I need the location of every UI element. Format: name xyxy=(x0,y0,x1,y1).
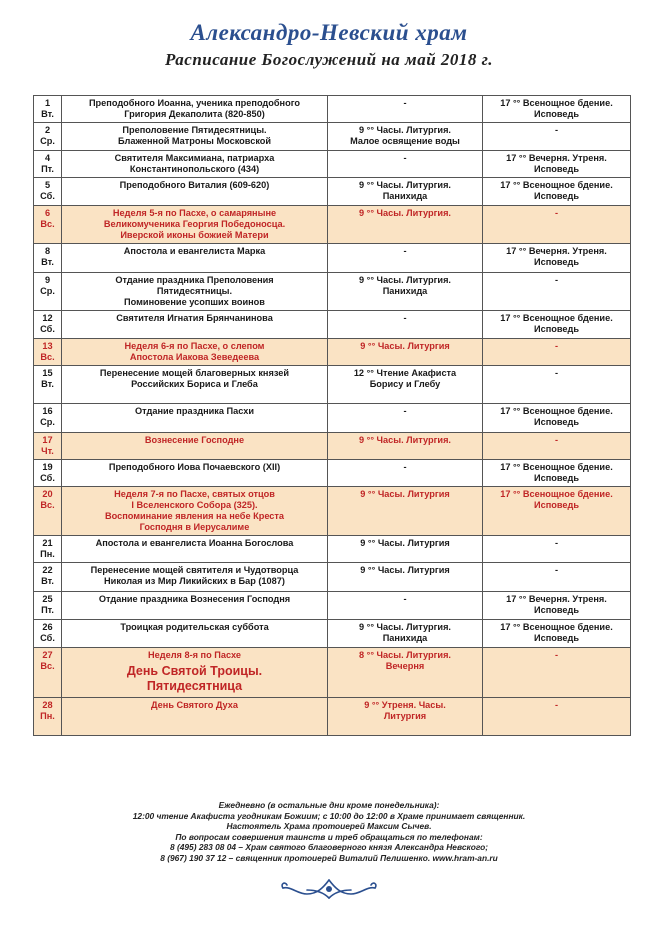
feast-line: Преполовение Пятидесятницы. xyxy=(122,125,267,135)
feast-line: Российских Бориса и Глеба xyxy=(131,379,258,389)
morning-service-cell xyxy=(328,96,483,123)
table-row xyxy=(34,123,631,151)
morning-service-line: 9 °° Утреня. Часы. xyxy=(364,700,446,710)
evening-service-cell xyxy=(483,151,631,178)
morning-service-line: 9 °° Часы. Литургия xyxy=(360,565,450,575)
feast-line: Поминовение усопших воинов xyxy=(124,297,265,307)
morning-service-line: 12 °° Чтение Акафиста xyxy=(353,368,457,378)
day-number: 21 xyxy=(42,538,53,548)
morning-service-cell xyxy=(328,698,483,736)
day-number: 9 xyxy=(44,275,51,285)
evening-service-cell xyxy=(483,698,631,736)
evening-service-line: 17 °° Всенощное бдение. xyxy=(500,489,613,499)
day-number: 17 xyxy=(42,435,53,445)
date-cell xyxy=(34,244,62,273)
footer-info xyxy=(0,800,658,864)
evening-service-line: - xyxy=(554,538,559,548)
weekday: Сб. xyxy=(40,191,55,201)
feast-line: Неделя 6-я по Пасхе, о слепом xyxy=(124,341,265,351)
feast-line: Троицкая родительская суббота xyxy=(120,622,269,632)
weekday: Ср. xyxy=(40,136,55,146)
morning-service-line: Малое освящение воды xyxy=(350,136,460,146)
evening-service-cell xyxy=(483,460,631,487)
feast-cell xyxy=(62,123,328,151)
feast-cell xyxy=(62,620,328,648)
morning-service-line: Литургия xyxy=(383,711,427,721)
morning-service-cell xyxy=(328,620,483,648)
evening-service-line: 17 °° Вечерня. Утреня. xyxy=(506,246,607,256)
weekday: Вт. xyxy=(41,257,54,267)
day-number: 22 xyxy=(42,565,53,575)
date-cell xyxy=(34,648,62,698)
morning-service-cell xyxy=(328,366,483,404)
morning-service-line: - xyxy=(403,98,407,108)
evening-service-cell xyxy=(483,648,631,698)
weekday: Ср. xyxy=(40,286,55,296)
table-row xyxy=(34,339,631,366)
feast-line: Отдание праздника Вознесения Господня xyxy=(98,594,291,604)
weekday: Вс. xyxy=(40,219,55,229)
morning-service-cell xyxy=(328,151,483,178)
weekday: Вс. xyxy=(40,661,55,671)
morning-service-line: Вечерня xyxy=(385,661,425,671)
date-cell xyxy=(34,206,62,244)
feast-line: Воспоминание явления на небе Креста xyxy=(104,511,285,521)
feast-line: Неделя 7-я по Пасхе, святых отцов xyxy=(114,489,275,499)
morning-service-line: - xyxy=(403,246,407,256)
feast-cell xyxy=(62,244,328,273)
morning-service-line: - xyxy=(403,153,407,163)
day-number: 28 xyxy=(42,700,53,710)
schedule-table xyxy=(33,95,631,736)
morning-service-line: Панихида xyxy=(382,633,428,643)
table-row xyxy=(34,366,631,404)
feast-cell xyxy=(62,404,328,433)
evening-service-cell xyxy=(483,487,631,536)
weekday: Пт. xyxy=(41,164,54,174)
date-cell xyxy=(34,460,62,487)
day-number: 5 xyxy=(44,180,51,190)
table-row xyxy=(34,563,631,592)
weekday: Пн. xyxy=(40,711,55,721)
weekday: Пн. xyxy=(40,549,55,559)
evening-service-line: - xyxy=(554,368,559,378)
footer-line: Ежедневно (в остальные дни кроме понедельника): xyxy=(218,800,440,810)
feast-cell xyxy=(62,178,328,206)
morning-service-cell xyxy=(328,178,483,206)
evening-service-cell xyxy=(483,206,631,244)
day-number: 6 xyxy=(44,208,51,218)
date-cell xyxy=(34,151,62,178)
evening-service-line: 17 °° Вечерня. Утреня. xyxy=(506,594,607,604)
weekday: Вт. xyxy=(41,576,54,586)
feast-cell xyxy=(62,536,328,563)
morning-service-cell xyxy=(328,404,483,433)
feast-line: Перенесение мощей святителя и Чудотворца xyxy=(90,565,299,575)
day-number: 4 xyxy=(44,153,51,163)
morning-service-cell xyxy=(328,244,483,273)
feast-line: Господня в Иерусалиме xyxy=(139,522,250,532)
feast-cell xyxy=(62,460,328,487)
feast-highlight-line: Пятидесятница xyxy=(146,679,243,693)
morning-service-line: - xyxy=(403,462,407,472)
table-row xyxy=(34,592,631,620)
feast-cell xyxy=(62,273,328,311)
evening-service-cell xyxy=(483,366,631,404)
feast-line: Вознесение Господне xyxy=(144,435,245,445)
weekday: Сб. xyxy=(40,633,55,643)
feast-line: Неделя 8-я по Пасхе xyxy=(148,650,241,660)
weekday: Вт. xyxy=(41,109,54,119)
day-number: 20 xyxy=(42,489,53,499)
morning-service-line: Борису и Глебу xyxy=(369,379,441,389)
evening-service-line: Исповедь xyxy=(534,500,579,510)
feast-line: Григория Декаполита (820-850) xyxy=(124,109,265,119)
feast-line: Блаженной Матроны Московской xyxy=(117,136,272,146)
morning-service-line: 9 °° Часы. Литургия xyxy=(360,341,450,351)
table-row xyxy=(34,244,631,273)
table-row xyxy=(34,206,631,244)
date-cell xyxy=(34,404,62,433)
table-row xyxy=(34,698,631,736)
ornament-icon xyxy=(277,876,381,902)
morning-service-line: - xyxy=(403,313,407,323)
evening-service-cell xyxy=(483,592,631,620)
feast-line: Апостола Иакова Зеведеева xyxy=(129,352,260,362)
date-cell xyxy=(34,178,62,206)
feast-line: Преподобного Виталия (609-620) xyxy=(119,180,270,190)
evening-service-line: - xyxy=(554,208,559,218)
table-row xyxy=(34,536,631,563)
feast-line: День Святого Духа xyxy=(151,700,238,710)
evening-service-line: - xyxy=(554,435,559,445)
morning-service-line: 9 °° Часы. Литургия. xyxy=(358,125,451,135)
morning-service-line: 9 °° Часы. Литургия. xyxy=(358,435,451,445)
evening-service-line: 17 °° Всенощное бдение. xyxy=(500,98,613,108)
feast-line: Николая из Мир Ликийских в Бар (1087) xyxy=(104,576,285,586)
table-row xyxy=(34,96,631,123)
evening-service-cell xyxy=(483,244,631,273)
table-row xyxy=(34,151,631,178)
page-title: Александро-Невский храм xyxy=(190,20,468,45)
feast-line: Преподобного Иова Почаевского (XII) xyxy=(108,462,281,472)
day-number: 25 xyxy=(42,594,53,604)
evening-service-cell xyxy=(483,178,631,206)
table-row xyxy=(34,487,631,536)
feast-line: Перенесение мощей благоверных князей xyxy=(99,368,290,378)
day-number: 15 xyxy=(42,368,53,378)
date-cell xyxy=(34,366,62,404)
weekday: Вс. xyxy=(40,352,55,362)
feast-highlight-line: День Святой Троицы. xyxy=(126,664,263,678)
morning-service-line: 9 °° Часы. Литургия xyxy=(360,489,450,499)
day-number: 1 xyxy=(44,98,51,108)
evening-service-cell xyxy=(483,563,631,592)
date-cell xyxy=(34,96,62,123)
table-row xyxy=(34,404,631,433)
morning-service-cell xyxy=(328,123,483,151)
weekday: Пт. xyxy=(41,605,54,615)
day-number: 26 xyxy=(42,622,53,632)
morning-service-line: - xyxy=(403,594,407,604)
table-row xyxy=(34,311,631,339)
feast-cell xyxy=(62,487,328,536)
feast-cell xyxy=(62,96,328,123)
evening-service-line: Исповедь xyxy=(534,191,579,201)
day-number: 16 xyxy=(42,406,53,416)
evening-service-line: - xyxy=(554,565,559,575)
feast-line: Пятидесятницы. xyxy=(156,286,233,296)
evening-service-line: 17 °° Всенощное бдение. xyxy=(500,180,613,190)
feast-line: Апостола и евангелиста Иоанна Богослова xyxy=(95,538,294,548)
footer-line: Настоятель Храма протоиерей Максим Сычев. xyxy=(226,821,432,832)
day-number: 2 xyxy=(44,125,51,135)
table-row xyxy=(34,178,631,206)
evening-service-line: - xyxy=(554,341,559,351)
footer-line: По вопросам совершения таинств и треб обращаться по телефонам: xyxy=(175,831,483,842)
morning-service-cell xyxy=(328,536,483,563)
feast-cell xyxy=(62,311,328,339)
date-cell xyxy=(34,339,62,366)
morning-service-line: Панихида xyxy=(382,191,428,201)
evening-service-cell xyxy=(483,311,631,339)
table-row xyxy=(34,620,631,648)
day-number: 12 xyxy=(42,313,53,323)
feast-line: Константинопольского (434) xyxy=(129,164,260,174)
date-cell xyxy=(34,433,62,460)
evening-service-line: Исповедь xyxy=(534,324,579,334)
feast-line: I Вселенского Собора (325). xyxy=(131,500,258,510)
date-cell xyxy=(34,563,62,592)
footer-line: 8 (967) 190 37 12 – священник протоиерей Виталий Пелишенко. www.hram-an.ru xyxy=(160,852,498,863)
feast-line: Неделя 5-я по Пасхе, о самаряныне xyxy=(112,208,277,218)
evening-service-cell xyxy=(483,123,631,151)
morning-service-cell xyxy=(328,339,483,366)
evening-service-cell xyxy=(483,339,631,366)
date-cell xyxy=(34,123,62,151)
day-number: 13 xyxy=(42,341,53,351)
evening-service-cell xyxy=(483,433,631,460)
date-cell xyxy=(34,273,62,311)
weekday: Сб. xyxy=(40,324,55,334)
feast-cell xyxy=(62,151,328,178)
evening-service-line: Исповедь xyxy=(534,605,579,615)
morning-service-line: 8 °° Часы. Литургия. xyxy=(358,650,451,660)
evening-service-line: 17 °° Всенощное бдение. xyxy=(500,462,613,472)
evening-service-line: - xyxy=(554,275,559,285)
morning-service-cell xyxy=(328,592,483,620)
evening-service-cell xyxy=(483,273,631,311)
evening-service-cell xyxy=(483,96,631,123)
date-cell xyxy=(34,620,62,648)
feast-line: Святителя Игнатия Брянчанинова xyxy=(116,313,273,323)
feast-cell xyxy=(62,592,328,620)
feast-line: Иверской иконы божией Матери xyxy=(120,230,269,240)
morning-service-cell xyxy=(328,311,483,339)
weekday: Ср. xyxy=(40,417,55,427)
table-row xyxy=(34,648,631,698)
morning-service-line: - xyxy=(403,406,407,416)
day-number: 19 xyxy=(42,462,53,472)
date-cell xyxy=(34,698,62,736)
evening-service-line: Исповедь xyxy=(534,473,579,483)
morning-service-cell xyxy=(328,433,483,460)
evening-service-line: 17 °° Всенощное бдение. xyxy=(500,313,613,323)
morning-service-cell xyxy=(328,273,483,311)
feast-cell xyxy=(62,339,328,366)
morning-service-line: 9 °° Часы. Литургия. xyxy=(358,208,451,218)
evening-service-line: 17 °° Вечерня. Утреня. xyxy=(506,153,607,163)
evening-service-line: - xyxy=(554,650,559,660)
feast-line: Отдание праздника Пасхи xyxy=(134,406,255,416)
evening-service-cell xyxy=(483,536,631,563)
weekday: Сб. xyxy=(40,473,55,483)
date-cell xyxy=(34,592,62,620)
feast-line: Отдание праздника Преполовения xyxy=(115,275,274,285)
feast-cell xyxy=(62,366,328,404)
evening-service-line: 17 °° Всенощное бдение. xyxy=(500,406,613,416)
morning-service-cell xyxy=(328,648,483,698)
date-cell xyxy=(34,536,62,563)
morning-service-line: Панихида xyxy=(382,286,428,296)
footer-line: 12:00 чтение Акафиста угодникам Божиим; с 10:00 до 12:00 в Храме принимает священник. xyxy=(132,810,526,821)
table-row xyxy=(34,433,631,460)
page-subtitle: Расписание Богослужений на май 2018 г. xyxy=(165,50,493,69)
feast-cell xyxy=(62,648,328,698)
date-cell xyxy=(34,487,62,536)
feast-line: Великомученика Георгия Победоносца. xyxy=(103,219,286,229)
date-cell xyxy=(34,311,62,339)
feast-line: Святителя Максимиана, патриарха xyxy=(114,153,275,163)
feast-cell xyxy=(62,433,328,460)
table-row xyxy=(34,460,631,487)
morning-service-line: 9 °° Часы. Литургия. xyxy=(358,622,451,632)
morning-service-line: 9 °° Часы. Литургия. xyxy=(358,275,451,285)
evening-service-cell xyxy=(483,620,631,648)
morning-service-line: 9 °° Часы. Литургия. xyxy=(358,180,451,190)
feast-cell xyxy=(62,698,328,736)
weekday: Чт. xyxy=(41,446,54,456)
feast-line: Преподобного Иоанна, ученика преподобного xyxy=(88,98,301,108)
evening-service-line: Исповедь xyxy=(534,257,579,267)
evening-service-line: Исповедь xyxy=(534,164,579,174)
evening-service-line: - xyxy=(554,700,559,710)
morning-service-cell xyxy=(328,460,483,487)
weekday: Вс. xyxy=(40,500,55,510)
day-number: 27 xyxy=(42,650,53,660)
feast-line: Апостола и евангелиста Марка xyxy=(123,246,266,256)
evening-service-line: Исповедь xyxy=(534,633,579,643)
day-number: 8 xyxy=(44,246,51,256)
evening-service-cell xyxy=(483,404,631,433)
morning-service-line: 9 °° Часы. Литургия xyxy=(360,538,450,548)
morning-service-cell xyxy=(328,487,483,536)
evening-service-line: - xyxy=(554,125,559,135)
evening-service-line: Исповедь xyxy=(534,109,579,119)
weekday: Вт. xyxy=(41,379,54,389)
feast-cell xyxy=(62,563,328,592)
footer-line: 8 (495) 283 08 04 – Храм святого благоверного князя Александра Невского; xyxy=(169,842,489,853)
morning-service-cell xyxy=(328,206,483,244)
evening-service-line: Исповедь xyxy=(534,417,579,427)
evening-service-line: 17 °° Всенощное бдение. xyxy=(500,622,613,632)
feast-cell xyxy=(62,206,328,244)
table-row xyxy=(34,273,631,311)
morning-service-cell xyxy=(328,563,483,592)
